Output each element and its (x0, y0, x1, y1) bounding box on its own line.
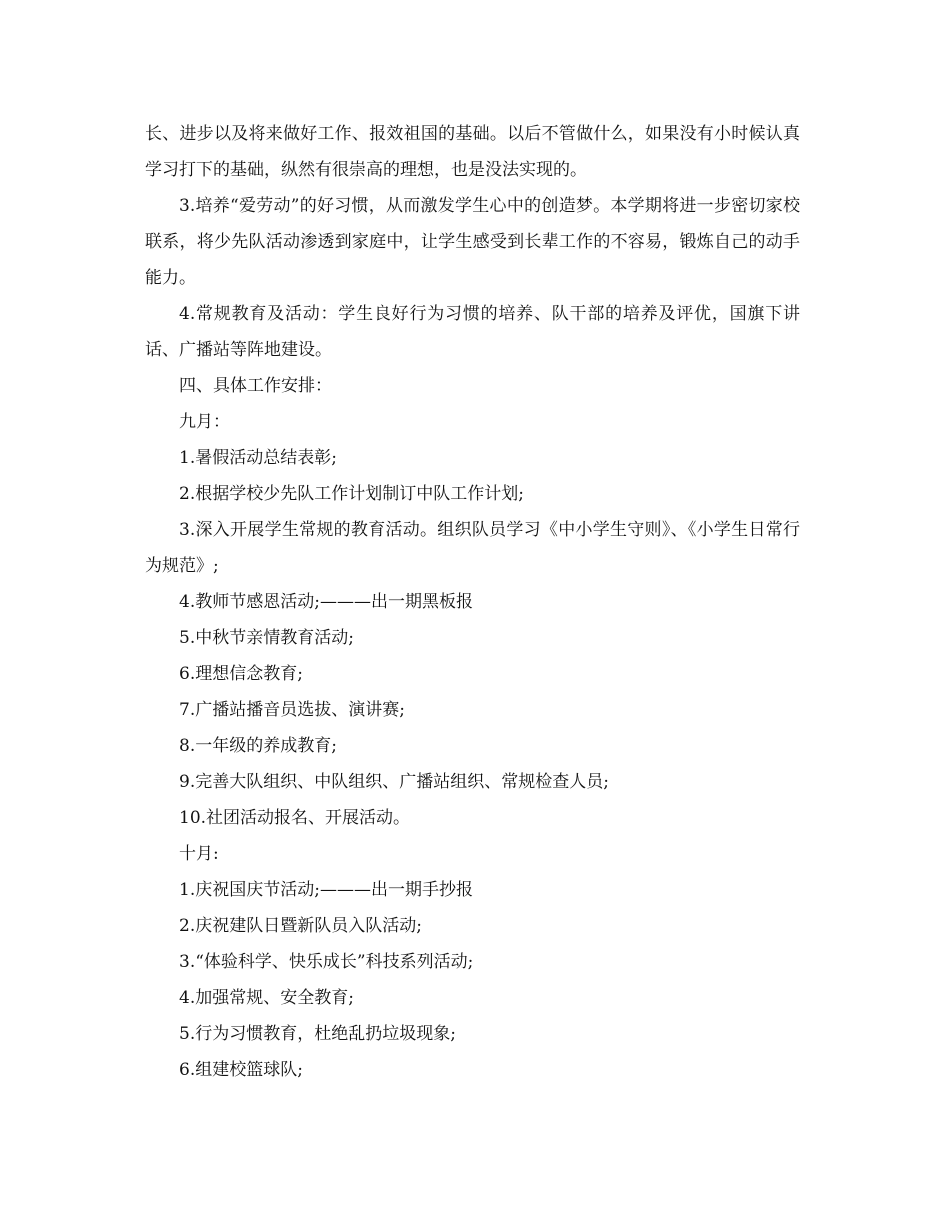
list-item: 10.社团活动报名、开展活动。 (179, 808, 411, 828)
list-item: 4.加强常规、安全教育; (179, 988, 354, 1008)
list-item: 5.行为习惯教育，杜绝乱扔垃圾现象; (179, 1024, 456, 1044)
section-heading-schedule: 四、具体工作安排： (179, 376, 332, 396)
list-item: 4.教师节感恩活动;———出一期黑板报 (179, 592, 473, 612)
list-item: 3.深入开展学生常规的教育活动。组织队员学习《中小学生守则》、《小学生日常行为规范》; (145, 520, 800, 576)
list-item: 9.完善大队组织、中队组织、广播站组织、常规检查人员; (179, 772, 609, 792)
list-item: 2.庆祝建队日暨新队员入队活动; (179, 916, 422, 936)
list-item: 6.理想信念教育; (179, 664, 303, 684)
paragraph-item-3-labor: 3.培养“爱劳动”的好习惯，从而激发学生心中的创造梦。本学期将进一步密切家校联系，将少先队活动渗透到家庭中，让学生感受到长辈工作的不容易，锻炼自己的动手能力。 (145, 196, 800, 288)
month-heading-october: 十月: (179, 844, 219, 864)
list-item: 7.广播站播音员选拔、演讲赛; (179, 700, 405, 720)
list-item: 1.暑假活动总结表彰; (179, 448, 337, 468)
list-item: 6.组建校篮球队; (179, 1060, 303, 1080)
paragraph-item-4-routine: 4.常规教育及活动：学生良好行为习惯的培养、队干部的培养及评优，国旗下讲话、广播站等阵地建设。 (145, 304, 800, 360)
paragraph-continuation: 长、进步以及将来做好工作、报效祖国的基础。以后不管做什么，如果没有小时候认真学习打下的基础，纵然有很崇高的理想，也是没法实现的。 (145, 124, 800, 180)
document-body (145, 116, 800, 1088)
list-item: 5.中秋节亲情教育活动; (179, 628, 354, 648)
month-heading-september: 九月： (179, 412, 230, 432)
list-item: 3.“体验科学、快乐成长”科技系列活动; (179, 952, 474, 972)
list-item: 8.一年级的养成教育; (179, 736, 337, 756)
list-item: 2.根据学校少先队工作计划制订中队工作计划; (179, 484, 524, 504)
list-item: 1.庆祝国庆节活动;———出一期手抄报 (179, 880, 473, 900)
